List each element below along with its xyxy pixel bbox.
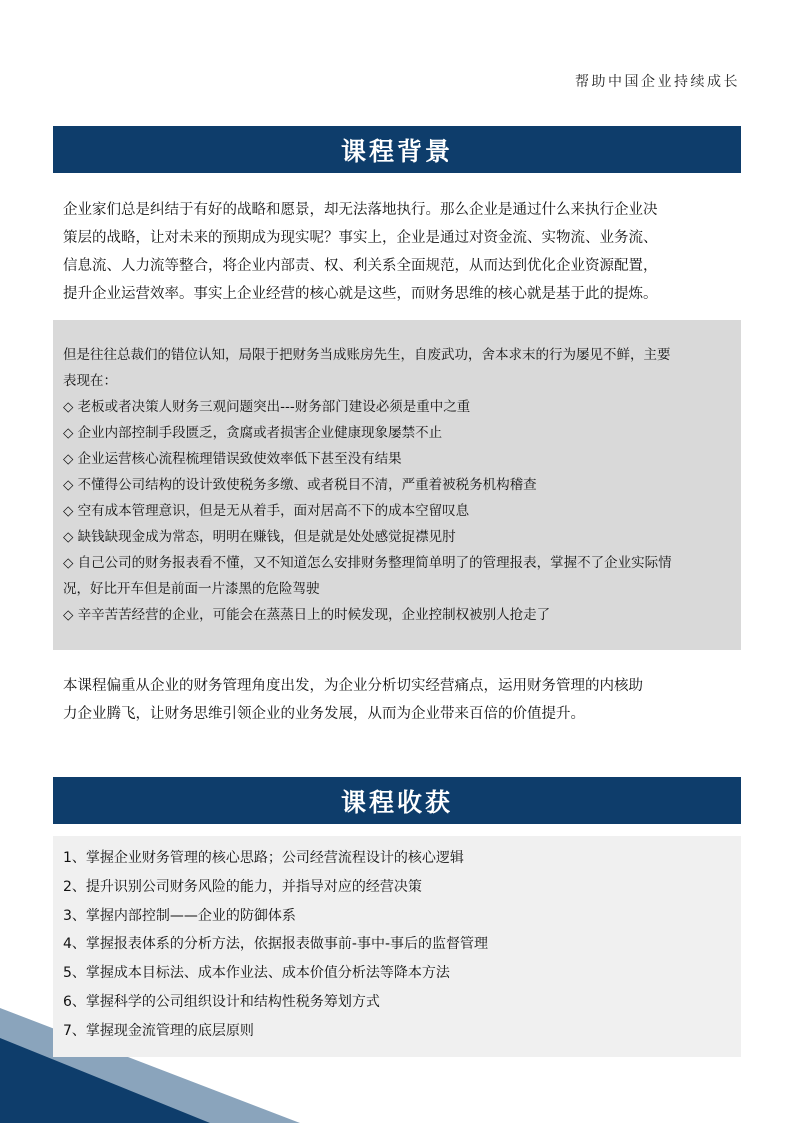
gain-item: 2、提升识别公司财务风险的能力，并指导对应的经营决策 (63, 878, 422, 895)
gain-item: 6、掌握科学的公司组织设计和结构性税务筹划方式 (63, 993, 380, 1010)
problem-item: ◇ 缺钱缺现金成为常态，明明在赚钱，但是就是处处感觉捉襟见肘 (63, 529, 456, 545)
problem-item-continuation: 况，好比开车但是前面一片漆黑的危险驾驶 (63, 581, 320, 597)
gain-item: 3、掌握内部控制——企业的防御体系 (63, 907, 296, 924)
gains-box (53, 836, 741, 1057)
gain-item: 4、掌握报表体系的分析方法，依据报表做事前-事中-事后的监督管理 (63, 936, 489, 953)
intro-line: 信息流、人力流等整合，将企业内部责、权、利关系全面规范，从而达到优化企业资源配置， (63, 258, 658, 274)
problem-item: ◇ 企业内部控制手段匮乏，贪腐或者损害企业健康现象屡禁不止 (63, 425, 443, 441)
intro-line: 提升企业运营效率。事实上企业经营的核心就是这些，而财务思维的核心就是基于此的提炼。 (63, 286, 658, 302)
summary-line: 力企业腾飞，让财务思维引领企业的业务发展，从而为企业带来百倍的价值提升。 (63, 706, 585, 722)
problem-item: ◇ 老板或者决策人财务三观问题突出---财务部门建设必须是重中之重 (63, 399, 471, 415)
summary-paragraph (63, 672, 735, 728)
intro-line: 企业家们总是纠结于有好的战略和愿景，却无法落地执行。那么企业是通过什么来执行企业决 (63, 202, 658, 218)
problems-intro-line: 但是往往总裁们的错位认知，局限于把财务当成账房先生，自废武功，舍本求末的行为屡见不鲜，主要 (63, 347, 671, 363)
problems-box (53, 320, 741, 650)
problems-intro-line: 表现在： (63, 373, 117, 389)
intro-line: 策层的战略，让对未来的预期成为现实呢？事实上，企业是通过对资金流、实物流、业务流、 (63, 230, 658, 246)
page-tagline: 帮助中国企业持续成长 (575, 74, 740, 90)
section-title-gains: 课程收获 (53, 777, 741, 824)
problem-item: ◇ 企业运营核心流程梳理错误致使效率低下甚至没有结果 (63, 451, 402, 467)
gains-list (63, 844, 733, 1046)
problem-item: ◇ 辛辛苦苦经营的企业，可能会在蒸蒸日上的时候发现，企业控制权被别人抢走了 (63, 607, 551, 623)
problems-list (63, 342, 735, 628)
gain-item: 1、掌握企业财务管理的核心思路；公司经营流程设计的核心逻辑 (63, 850, 464, 866)
summary-line: 本课程偏重从企业的财务管理角度出发，为企业分析切实经营痛点，运用财务管理的内核助 (63, 678, 643, 694)
problem-item: ◇ 不懂得公司结构的设计致使税务多缴、或者税目不清，严重着被税务机构稽查 (63, 477, 537, 493)
problem-item: ◇ 空有成本管理意识，但是无从着手，面对居高不下的成本空留叹息 (63, 503, 470, 519)
problem-item: ◇ 自己公司的财务报表看不懂，又不知道怎么安排财务整理简单明了的管理报表，掌握不了企业实际情 (63, 555, 672, 571)
gain-item: 5、掌握成本目标法、成本作业法、成本价值分析法等降本方法 (63, 965, 450, 982)
gain-item: 7、掌握现金流管理的底层原则 (63, 1022, 254, 1039)
section-title-background: 课程背景 (53, 126, 741, 173)
intro-paragraph (63, 196, 735, 308)
